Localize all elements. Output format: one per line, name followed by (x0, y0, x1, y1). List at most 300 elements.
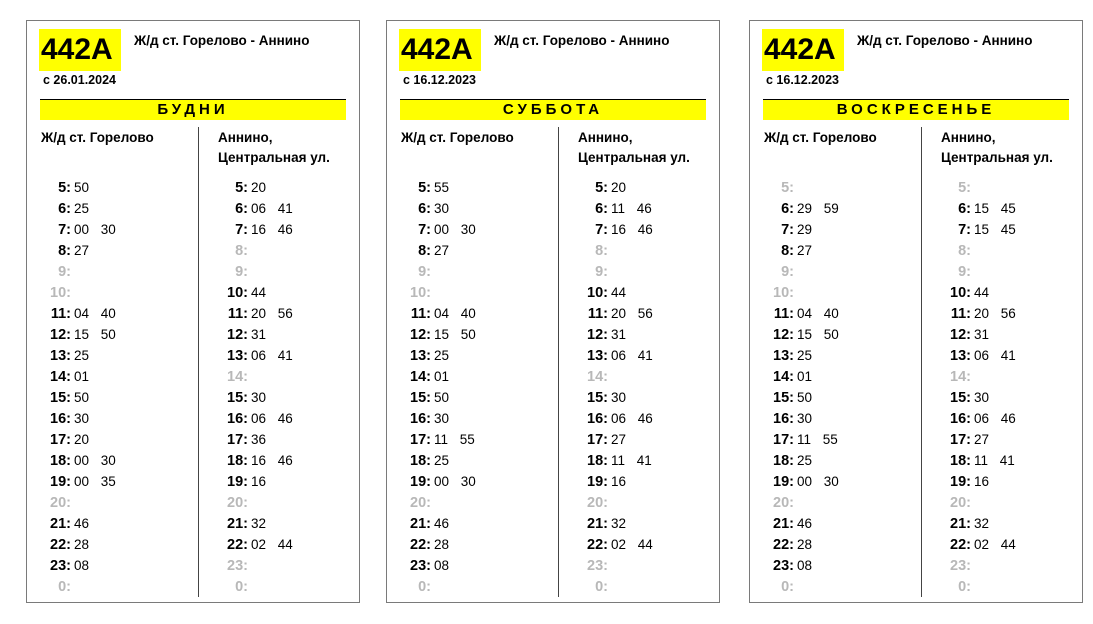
hour-label: 20: (587, 495, 608, 511)
timetable-row (218, 408, 293, 429)
timetable-row (578, 282, 653, 303)
left-departures (401, 177, 476, 597)
timetable-row (941, 366, 1016, 387)
hour-label: 21: (773, 516, 794, 532)
minutes-list: 20 56 (611, 306, 653, 321)
timetable-row (578, 450, 653, 471)
minutes-list: 29 (797, 222, 813, 237)
hour-label: 14: (950, 369, 971, 385)
hour-label: 21: (50, 516, 71, 532)
minutes-list: 28 (74, 537, 90, 552)
hour-label: 17: (227, 432, 248, 448)
timetable-row (578, 366, 653, 387)
hour-label: 7: (958, 222, 971, 238)
effective-date: с 16.12.2023 (403, 73, 476, 87)
minutes-list: 46 (434, 516, 450, 531)
minutes-list: 30 (434, 411, 450, 426)
timetable-row (764, 366, 839, 387)
timetable-row (218, 219, 293, 240)
hour-label: 17: (587, 432, 608, 448)
timetable-row (218, 261, 293, 282)
hour-label: 8: (418, 243, 431, 259)
timetable-row (941, 282, 1016, 303)
minutes-list: 30 (74, 411, 90, 426)
column-divider (921, 127, 922, 597)
timetable-row (764, 513, 839, 534)
hour-label: 9: (595, 264, 608, 280)
hour-label: 9: (418, 264, 431, 280)
hour-label: 13: (227, 348, 248, 364)
hour-label: 7: (235, 222, 248, 238)
minutes-list: 04 40 (797, 306, 839, 321)
hour-label: 13: (950, 348, 971, 364)
minutes-list: 00 35 (74, 474, 116, 489)
timetable-row (578, 219, 653, 240)
minutes-list: 01 (797, 369, 813, 384)
hour-label: 8: (58, 243, 71, 259)
timetable-row (41, 366, 116, 387)
hour-label: 20: (50, 495, 71, 511)
timetable-row (764, 303, 839, 324)
minutes-list: 06 41 (611, 348, 653, 363)
timetable-row (941, 303, 1016, 324)
hour-label: 5: (595, 180, 608, 196)
right-departures (218, 177, 293, 597)
timetable-row (41, 387, 116, 408)
hour-label: 16: (50, 411, 71, 427)
timetable-row (41, 492, 116, 513)
timetable-row (764, 240, 839, 261)
timetable-row (578, 492, 653, 513)
hour-label: 11: (50, 306, 71, 322)
timetable-row (401, 450, 476, 471)
hour-label: 9: (958, 264, 971, 280)
minutes-list: 25 (434, 453, 450, 468)
hour-label: 11: (773, 306, 794, 322)
left-stop-header: Ж/д ст. Горелово (764, 130, 877, 145)
minutes-list: 25 (74, 201, 90, 216)
hour-label: 22: (950, 537, 971, 553)
hour-label: 22: (410, 537, 431, 553)
timetable-row (764, 408, 839, 429)
hour-label: 5: (781, 180, 794, 196)
timetable-row (401, 177, 476, 198)
timetable-row (941, 261, 1016, 282)
hour-label: 0: (958, 579, 971, 595)
timetable-row (41, 555, 116, 576)
left-departures (764, 177, 839, 597)
timetable-row (41, 576, 116, 597)
hour-label: 13: (410, 348, 431, 364)
hour-label: 16: (950, 411, 971, 427)
timetable-row (764, 576, 839, 597)
route-number: 442А (762, 29, 844, 71)
hour-label: 7: (418, 222, 431, 238)
minutes-list: 30 (797, 411, 813, 426)
minutes-list: 30 (974, 390, 990, 405)
minutes-list: 06 46 (974, 411, 1016, 426)
timetable-row (401, 534, 476, 555)
minutes-list: 06 41 (974, 348, 1016, 363)
hour-label: 11: (587, 306, 608, 322)
hour-label: 12: (773, 327, 794, 343)
day-type-banner: ВОСКРЕСЕНЬЕ (763, 99, 1069, 120)
hour-label: 19: (587, 474, 608, 490)
minutes-list: 01 (434, 369, 450, 384)
minutes-list: 27 (611, 432, 627, 447)
hour-label: 17: (950, 432, 971, 448)
hour-label: 0: (58, 579, 71, 595)
minutes-list: 29 59 (797, 201, 839, 216)
hour-label: 0: (781, 579, 794, 595)
timetable-row (41, 177, 116, 198)
route-number: 442А (399, 29, 481, 71)
hour-label: 18: (50, 453, 71, 469)
right-stop-header: Аннино, Центральная ул. (941, 130, 1053, 165)
hour-label: 22: (587, 537, 608, 553)
hour-label: 22: (50, 537, 71, 553)
minutes-list: 31 (251, 327, 267, 342)
timetable-row (401, 429, 476, 450)
hour-label: 11: (410, 306, 431, 322)
minutes-list: 02 44 (611, 537, 653, 552)
hour-label: 5: (958, 180, 971, 196)
minutes-list: 01 (74, 369, 90, 384)
minutes-list: 30 (611, 390, 627, 405)
hour-label: 20: (950, 495, 971, 511)
timetable-row (218, 345, 293, 366)
minutes-list: 20 56 (974, 306, 1016, 321)
minutes-list: 50 (797, 390, 813, 405)
timetable-row (41, 282, 116, 303)
day-type-banner: БУДНИ (40, 99, 346, 120)
hour-label: 12: (227, 327, 248, 343)
timetable-row (941, 240, 1016, 261)
hour-label: 16: (773, 411, 794, 427)
minutes-list: 46 (797, 516, 813, 531)
timetable-row (218, 555, 293, 576)
timetable-row (764, 492, 839, 513)
hour-label: 23: (773, 558, 794, 574)
timetable-row (401, 576, 476, 597)
timetable-row (218, 282, 293, 303)
timetable-row (401, 219, 476, 240)
hour-label: 18: (950, 453, 971, 469)
hour-label: 11: (950, 306, 971, 322)
minutes-list: 31 (611, 327, 627, 342)
minutes-list: 15 45 (974, 201, 1016, 216)
hour-label: 15: (50, 390, 71, 406)
hour-label: 22: (227, 537, 248, 553)
minutes-list: 08 (434, 558, 450, 573)
timetable-row (764, 534, 839, 555)
timetable-row (764, 450, 839, 471)
timetable-row (218, 471, 293, 492)
schedule-card-weekdays (26, 20, 360, 603)
minutes-list: 50 (74, 180, 90, 195)
hour-label: 16: (587, 411, 608, 427)
timetable-row (578, 345, 653, 366)
timetable-row (578, 387, 653, 408)
timetable-row (401, 408, 476, 429)
hour-label: 10: (410, 285, 431, 301)
hour-label: 8: (595, 243, 608, 259)
minutes-list: 16 (974, 474, 990, 489)
minutes-list: 11 46 (611, 201, 652, 216)
minutes-list: 25 (434, 348, 450, 363)
hour-label: 23: (950, 558, 971, 574)
timetable-row (941, 219, 1016, 240)
timetable-row (941, 492, 1016, 513)
column-divider (558, 127, 559, 597)
hour-label: 10: (227, 285, 248, 301)
hour-label: 7: (781, 222, 794, 238)
timetable-row (218, 303, 293, 324)
hour-label: 21: (587, 516, 608, 532)
timetable-row (218, 198, 293, 219)
minutes-list: 25 (797, 453, 813, 468)
minutes-list: 32 (974, 516, 990, 531)
minutes-list: 20 (611, 180, 627, 195)
timetable-row (941, 345, 1016, 366)
timetable-row (764, 429, 839, 450)
hour-label: 13: (50, 348, 71, 364)
timetable-row (401, 198, 476, 219)
right-stop-header: Аннино, Центральная ул. (218, 130, 330, 165)
hour-label: 14: (773, 369, 794, 385)
left-stop-header: Ж/д ст. Горелово (401, 130, 514, 145)
timetable-row (941, 576, 1016, 597)
hour-label: 23: (50, 558, 71, 574)
hour-label: 6: (781, 201, 794, 217)
timetable-row (941, 534, 1016, 555)
timetable-row (401, 303, 476, 324)
timetable-row (401, 471, 476, 492)
timetable-row (578, 240, 653, 261)
timetable-row (764, 282, 839, 303)
timetable-row (578, 471, 653, 492)
timetable-row (941, 450, 1016, 471)
hour-label: 11: (227, 306, 248, 322)
hour-label: 18: (227, 453, 248, 469)
minutes-list: 44 (974, 285, 990, 300)
minutes-list: 27 (974, 432, 990, 447)
hour-label: 6: (595, 201, 608, 217)
hour-label: 18: (587, 453, 608, 469)
minutes-list: 28 (797, 537, 813, 552)
timetable-row (218, 534, 293, 555)
minutes-list: 06 41 (251, 348, 293, 363)
hour-label: 19: (50, 474, 71, 490)
minutes-list: 27 (797, 243, 813, 258)
minutes-list: 27 (434, 243, 450, 258)
hour-label: 17: (773, 432, 794, 448)
hour-label: 13: (773, 348, 794, 364)
hour-label: 16: (227, 411, 248, 427)
timetable-row (218, 492, 293, 513)
hour-label: 14: (587, 369, 608, 385)
timetable-row (764, 387, 839, 408)
hour-label: 17: (410, 432, 431, 448)
column-divider (198, 127, 199, 597)
hour-label: 9: (58, 264, 71, 280)
minutes-list: 25 (797, 348, 813, 363)
effective-date: с 26.01.2024 (43, 73, 116, 87)
timetable-row (41, 240, 116, 261)
timetable-row (578, 429, 653, 450)
minutes-list: 44 (251, 285, 267, 300)
hour-label: 8: (781, 243, 794, 259)
hour-label: 8: (235, 243, 248, 259)
right-departures (578, 177, 653, 597)
timetable-row (41, 198, 116, 219)
minutes-list: 00 30 (434, 474, 476, 489)
timetable-row (218, 366, 293, 387)
minutes-list: 25 (74, 348, 90, 363)
hour-label: 20: (227, 495, 248, 511)
timetable-row (941, 429, 1016, 450)
hour-label: 21: (950, 516, 971, 532)
schedule-card-saturday (386, 20, 720, 603)
minutes-list: 04 40 (434, 306, 476, 321)
hour-label: 21: (410, 516, 431, 532)
minutes-list: 46 (74, 516, 90, 531)
timetable-row (401, 345, 476, 366)
route-number: 442А (39, 29, 121, 71)
hour-label: 8: (958, 243, 971, 259)
minutes-list: 06 41 (251, 201, 293, 216)
minutes-list: 27 (74, 243, 90, 258)
route-title: Ж/д ст. Горелово - Аннино (857, 33, 1033, 48)
hour-label: 19: (410, 474, 431, 490)
hour-label: 6: (418, 201, 431, 217)
route-title: Ж/д ст. Горелово - Аннино (134, 33, 310, 48)
minutes-list: 11 55 (797, 432, 838, 447)
hour-label: 10: (773, 285, 794, 301)
timetable-row (41, 345, 116, 366)
minutes-list: 15 50 (74, 327, 116, 342)
timetable-row (401, 240, 476, 261)
minutes-list: 06 46 (251, 411, 293, 426)
minutes-list: 15 50 (434, 327, 476, 342)
hour-label: 17: (50, 432, 71, 448)
timetable-row (764, 198, 839, 219)
minutes-list: 04 40 (74, 306, 116, 321)
timetable-row (401, 261, 476, 282)
timetable-row (401, 366, 476, 387)
timetable-row (941, 198, 1016, 219)
hour-label: 5: (418, 180, 431, 196)
hour-label: 23: (410, 558, 431, 574)
timetable-row (41, 261, 116, 282)
hour-label: 10: (587, 285, 608, 301)
minutes-list: 30 (251, 390, 267, 405)
hour-label: 23: (587, 558, 608, 574)
minutes-list: 16 (611, 474, 627, 489)
timetable-row (764, 471, 839, 492)
timetable-row (578, 534, 653, 555)
minutes-list: 20 (251, 180, 267, 195)
timetable-row (41, 471, 116, 492)
minutes-list: 06 46 (611, 411, 653, 426)
hour-label: 6: (58, 201, 71, 217)
timetable-row (941, 408, 1016, 429)
timetable-row (764, 324, 839, 345)
timetable-row (578, 261, 653, 282)
hour-label: 14: (410, 369, 431, 385)
hour-label: 15: (773, 390, 794, 406)
timetable-row (218, 387, 293, 408)
schedule-card-sunday (749, 20, 1083, 603)
timetable-row (218, 576, 293, 597)
timetable-row (218, 513, 293, 534)
minutes-list: 50 (74, 390, 90, 405)
timetable-row (401, 387, 476, 408)
hour-label: 15: (950, 390, 971, 406)
hour-label: 19: (227, 474, 248, 490)
hour-label: 18: (773, 453, 794, 469)
hour-label: 0: (235, 579, 248, 595)
minutes-list: 20 (74, 432, 90, 447)
minutes-list: 11 41 (974, 453, 1015, 468)
timetable-row (401, 282, 476, 303)
timetable-row (578, 198, 653, 219)
timetable-row (578, 324, 653, 345)
right-stop-header: Аннино, Центральная ул. (578, 130, 690, 165)
hour-label: 10: (50, 285, 71, 301)
timetable-row (218, 324, 293, 345)
minutes-list: 02 44 (974, 537, 1016, 552)
minutes-list: 00 30 (434, 222, 476, 237)
timetable-row (218, 240, 293, 261)
minutes-list: 00 30 (797, 474, 839, 489)
minutes-list: 32 (611, 516, 627, 531)
minutes-list: 15 45 (974, 222, 1016, 237)
hour-label: 5: (235, 180, 248, 196)
hour-label: 15: (227, 390, 248, 406)
timetable-row (218, 177, 293, 198)
hour-label: 23: (227, 558, 248, 574)
minutes-list: 55 (434, 180, 450, 195)
timetable-row (41, 324, 116, 345)
hour-label: 20: (410, 495, 431, 511)
minutes-list: 31 (974, 327, 990, 342)
minutes-list: 15 50 (797, 327, 839, 342)
right-departures (941, 177, 1016, 597)
timetable-row (578, 408, 653, 429)
timetable-row (941, 555, 1016, 576)
hour-label: 22: (773, 537, 794, 553)
timetable-row (41, 534, 116, 555)
timetable-row (41, 303, 116, 324)
minutes-list: 11 55 (434, 432, 475, 447)
timetable-row (218, 429, 293, 450)
timetable-row (941, 471, 1016, 492)
minutes-list: 44 (611, 285, 627, 300)
hour-label: 0: (418, 579, 431, 595)
effective-date: с 16.12.2023 (766, 73, 839, 87)
timetable-row (764, 345, 839, 366)
minutes-list: 50 (434, 390, 450, 405)
timetable-row (578, 177, 653, 198)
timetable-row (401, 324, 476, 345)
hour-label: 9: (235, 264, 248, 280)
timetable-row (578, 576, 653, 597)
timetable-row (41, 513, 116, 534)
timetable-row (401, 555, 476, 576)
minutes-list: 28 (434, 537, 450, 552)
day-type-banner: СУББОТА (400, 99, 706, 120)
